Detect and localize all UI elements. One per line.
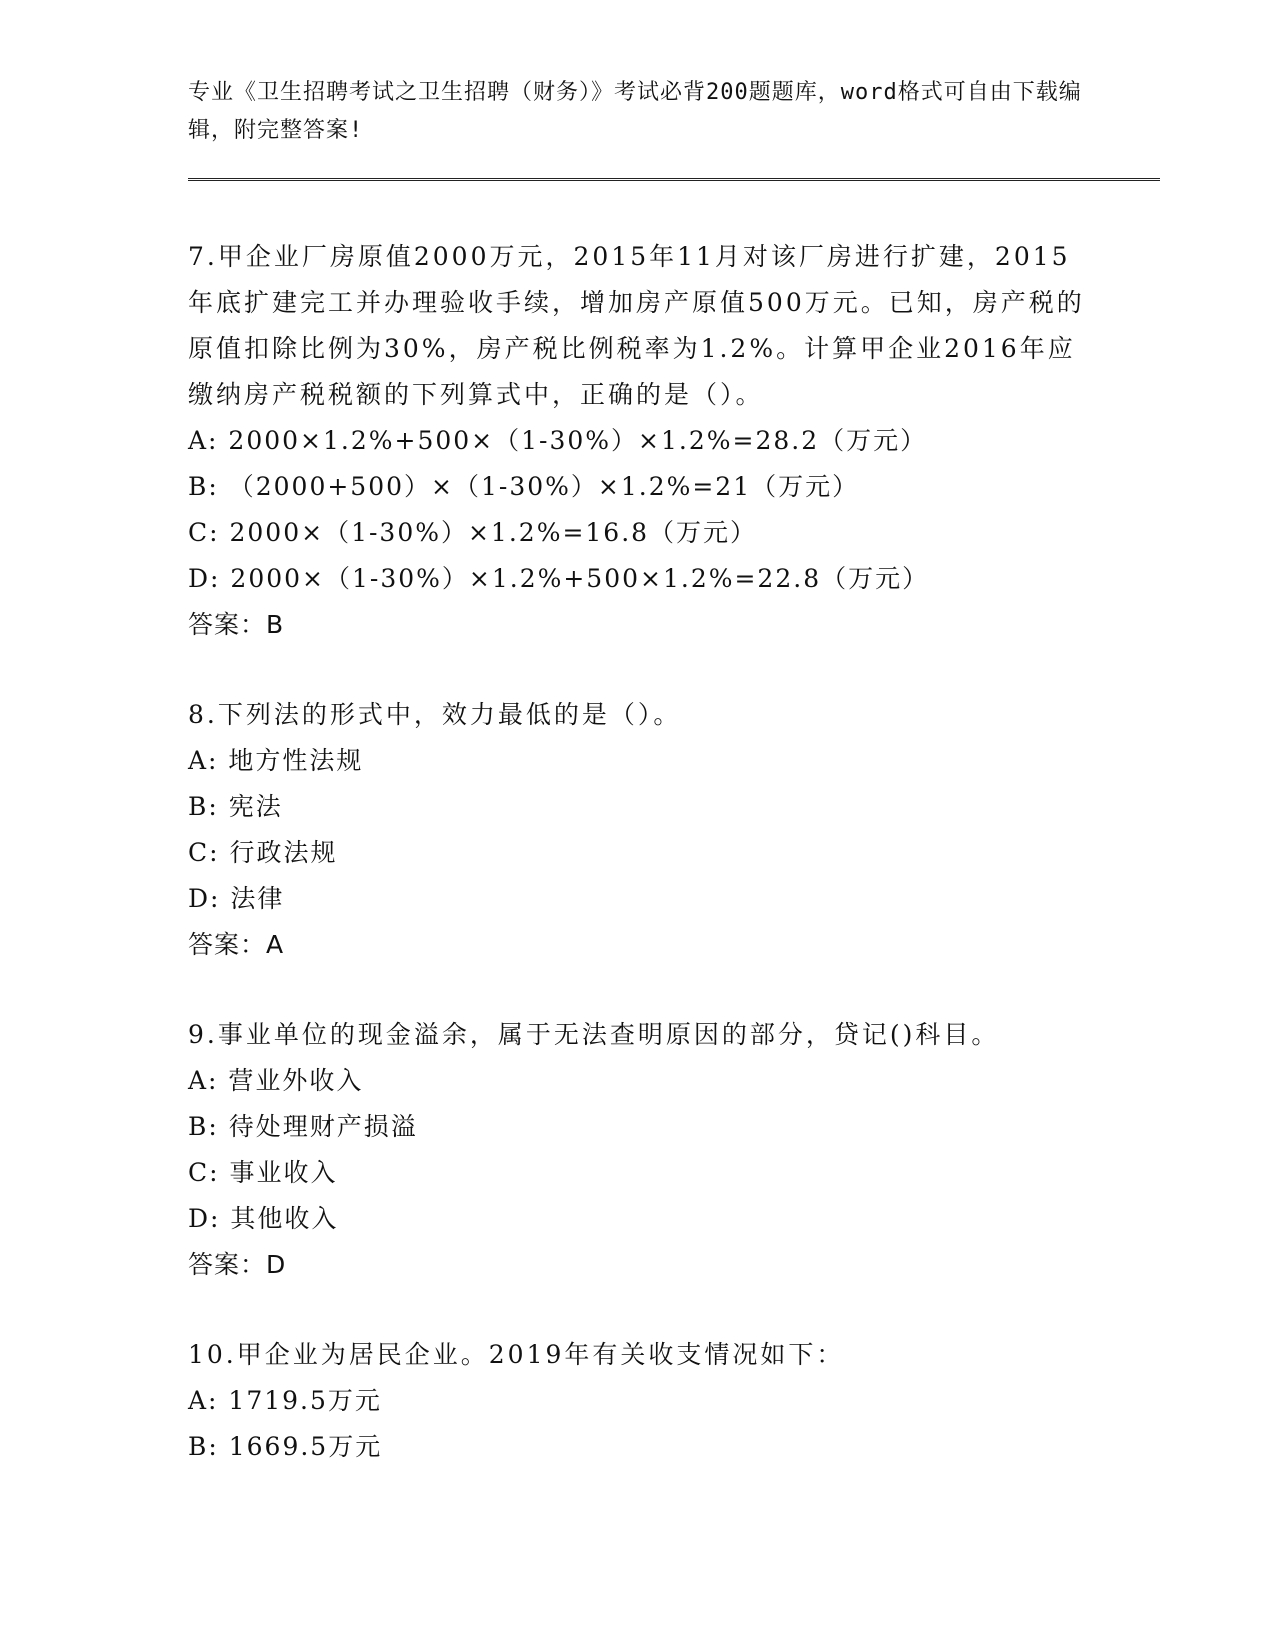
option-d: D: 法律 xyxy=(188,884,285,913)
question-stem: 8.下列法的形式中，效力最低的是（）。 xyxy=(188,700,682,729)
question-9 xyxy=(188,1012,1088,1288)
option-a: A: 营业外收入 xyxy=(188,1066,364,1095)
option-b: B: 待处理财产损溢 xyxy=(188,1112,418,1141)
option-c: C: 2000×（1-30%）×1.2%=16.8（万元） xyxy=(188,518,758,547)
question-stem: 10.甲企业为居民企业。2019年有关收支情况如下： xyxy=(188,1340,845,1369)
document-header: 专业《卫生招聘考试之卫生招聘（财务）》考试必背200题题库，word格式可自由下载编辑，附完整答案! xyxy=(188,80,1082,143)
option-d: D: 其他收入 xyxy=(188,1204,339,1233)
answer: 答案：D xyxy=(188,1250,287,1279)
option-b: B: 1669.5万元 xyxy=(188,1432,383,1461)
option-a: A: 1719.5万元 xyxy=(188,1386,382,1415)
option-c: C: 事业收入 xyxy=(188,1158,338,1187)
question-10 xyxy=(188,1332,1088,1470)
option-a: A: 2000×1.2%+500×（1-30%）×1.2%=28.2（万元） xyxy=(188,426,928,455)
answer: 答案：B xyxy=(188,610,285,639)
answer: 答案：A xyxy=(188,930,285,959)
option-d: D: 2000×（1-30%）×1.2%+500×1.2%=22.8（万元） xyxy=(188,564,930,593)
question-list xyxy=(188,234,1088,1514)
question-stem: 9.事业单位的现金溢余，属于无法查明原因的部分，贷记()科目。 xyxy=(188,1020,1000,1049)
option-b: B: 宪法 xyxy=(188,792,283,821)
option-b: B: （2000+500）×（1-30%）×1.2%=21（万元） xyxy=(188,472,860,501)
header-divider xyxy=(188,178,1160,181)
question-7 xyxy=(188,234,1088,648)
question-stem: 7.甲企业厂房原值2000万元，2015年11月对该厂房进行扩建，2015年底扩建完工并办理验收手续，增加房产原值500万元。已知，房产税的原值扣除比例为30%，房产税比例税率为1.2%。计算甲企业2016年应缴纳房产税税额的下列算式中，正确的是（）。 xyxy=(188,242,1085,409)
option-a: A: 地方性法规 xyxy=(188,746,364,775)
option-c: C: 行政法规 xyxy=(188,838,338,867)
question-8 xyxy=(188,692,1088,968)
